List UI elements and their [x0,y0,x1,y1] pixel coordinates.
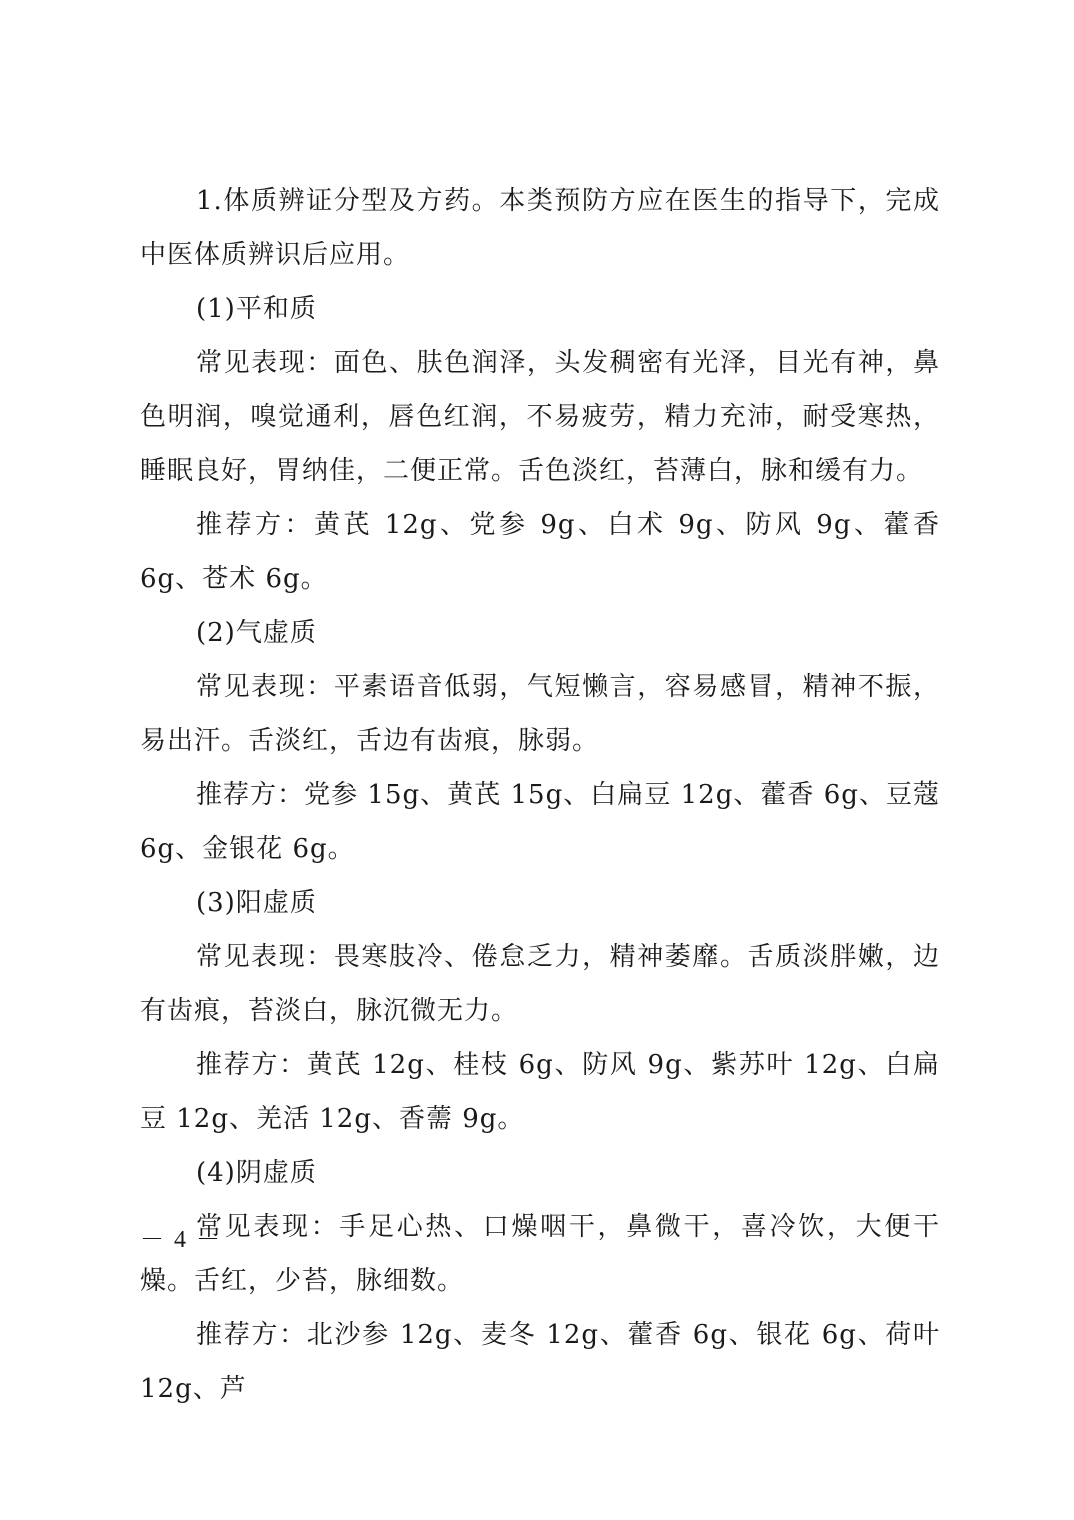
paragraph-qixu-prescription: 推荐方：党参 15g、黄芪 15g、白扁豆 12g、藿香 6g、豆蔻 6g、金银花 6g。 [140,780,940,864]
paragraph-yangxu-symptoms: 常见表现：畏寒肢冷、倦怠乏力，精神萎靡。舌质淡胖嫩，边有齿痕，苔淡白，脉沉微无力。 [140,942,940,1026]
heading-qixu: (2)气虚质 [196,618,317,648]
page-number: － 4 － [140,1227,222,1253]
paragraph-pinghe-symptoms: 常见表现：面色、肤色润泽，头发稠密有光泽，目光有神，鼻色明润，嗅觉通利，唇色红润，不易疲劳，精力充沛，耐受寒热，睡眠良好，胃纳佳，二便正常。舌色淡红，苔薄白，脉和缓有力。 [140,348,940,486]
heading-pinghe: (1)平和质 [196,294,317,324]
paragraph-yangxu-prescription: 推荐方：黄芪 12g、桂枝 6g、防风 9g、紫苏叶 12g、白扁豆 12g、羌活 12g、香薷 9g。 [140,1050,940,1134]
body-text [140,174,940,1416]
paragraph-pinghe-prescription: 推荐方：黄芪 12g、党参 9g、白术 9g、防风 9g、藿香 6g、苍术 6g。 [140,510,940,594]
paragraph-intro: 1.体质辨证分型及方药。本类预防方应在医生的指导下，完成中医体质辨识后应用。 [140,186,940,270]
paragraph-qixu-symptoms: 常见表现：平素语音低弱，气短懒言，容易感冒，精神不振，易出汗。舌淡红，舌边有齿痕，脉弱。 [140,672,940,756]
paragraph-yinxu-symptoms: 常见表现：手足心热、口燥咽干，鼻微干，喜冷饮，大便干燥。舌红，少苔，脉细数。 [140,1212,940,1296]
heading-yangxu: (3)阳虚质 [196,888,317,918]
heading-yinxu: (4)阴虚质 [196,1158,317,1188]
paragraph-yinxu-prescription: 推荐方：北沙参 12g、麦冬 12g、藿香 6g、银花 6g、荷叶 12g、芦 [140,1320,940,1404]
